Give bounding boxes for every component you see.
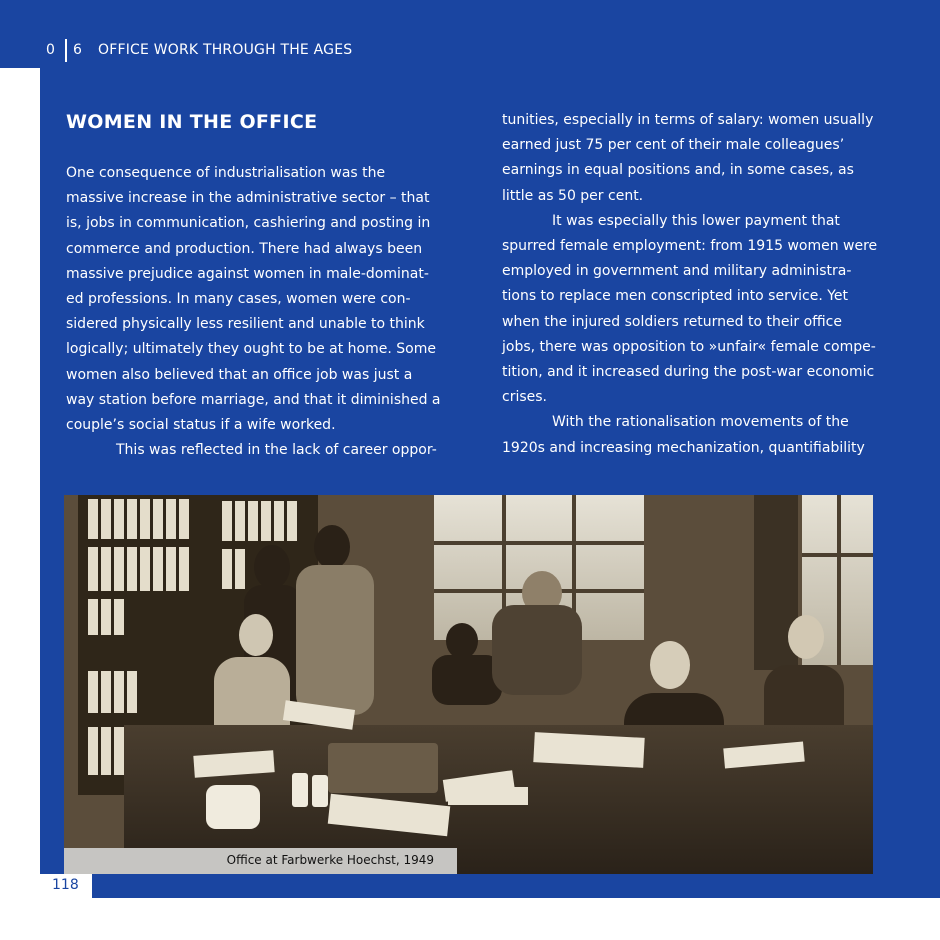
- file-box: [328, 743, 438, 793]
- section-title: WOMEN IN THE OFFICE: [66, 111, 318, 133]
- text-line: massive increase in the administrative sector – that: [66, 190, 430, 207]
- text-line: couple’s social status if a wife worked.: [66, 417, 336, 434]
- chapter-title: OFFICE WORK THROUGH THE AGES: [98, 42, 353, 58]
- text-line: commerce and production. There had always been: [66, 240, 423, 257]
- text-line: tions to replace men conscripted into service. Yet: [502, 288, 849, 305]
- text-line: earned just 75 per cent of their male colleagues’: [502, 137, 845, 154]
- text-line: when the injured soldiers returned to their office: [502, 313, 842, 330]
- text-line: jobs, there was opposition to »unfair« female compe-: [502, 338, 876, 355]
- text-line: ed professions. In many cases, women were con-: [66, 291, 411, 308]
- text-line: With the rationalisation movements of the: [552, 414, 849, 431]
- left-text-column: [66, 161, 441, 463]
- text-line: logically; ultimately they ought to be at home. Some: [66, 341, 436, 358]
- text-line: spurred female employment: from 1915 women were: [502, 238, 878, 255]
- text-line: tunities, especially in terms of salary: women usually: [502, 112, 874, 128]
- text-line: This was reflected in the lack of career oppor-: [116, 442, 437, 459]
- text-line: crises.: [502, 389, 547, 406]
- text-line: way station before marriage, and that it diminished a: [66, 391, 441, 408]
- text-line: It was especially this lower payment that: [552, 212, 840, 229]
- text-line: employed in government and military administra-: [502, 263, 852, 280]
- text-line: massive prejudice against women in male-dominat-: [66, 265, 429, 282]
- page-number: 118: [52, 877, 79, 893]
- text-line: sidered physically less resilient and unable to think: [66, 316, 425, 333]
- text-line: earnings in equal positions and, in some cases, as: [502, 162, 854, 179]
- text-line: 1920s and increasing mechanization, quantifiability: [502, 439, 865, 456]
- text-line: women also believed that an office job was just a: [66, 366, 413, 383]
- chapter-number: 0: [46, 42, 55, 58]
- text-line: is, jobs in communication, cashiering and posting in: [66, 215, 431, 232]
- office-photo: [64, 495, 873, 874]
- right-text-column: [502, 108, 877, 461]
- text-line: little as 50 per cent.: [502, 187, 644, 204]
- photo-caption: Office at Farbwerke Hoechst, 1949: [226, 853, 434, 867]
- header-divider: [65, 39, 67, 62]
- text-line: tition, and it increased during the post-war economic: [502, 364, 875, 381]
- subchapter-number: 6: [73, 42, 82, 58]
- text-line: One consequence of industrialisation was the: [66, 165, 386, 181]
